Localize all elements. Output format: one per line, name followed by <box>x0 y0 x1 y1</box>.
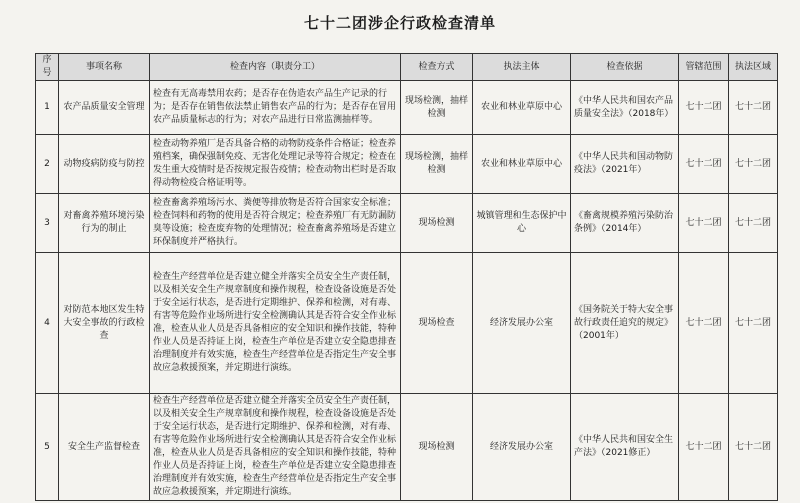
cell-scope: 七十二团 <box>679 253 729 394</box>
table-row <box>36 394 778 501</box>
table-row <box>36 81 778 135</box>
cell-area: 七十二团 <box>729 135 778 194</box>
cell-scope: 七十二团 <box>679 194 729 253</box>
cell-no: 3 <box>36 194 59 253</box>
cell-method: 现场检测 <box>401 394 473 501</box>
cell-method: 现场检查 <box>401 253 473 394</box>
cell-no: 2 <box>36 135 59 194</box>
cell-name: 安全生产监督检查 <box>59 394 150 501</box>
page-title: 七十二团涉企行政检查清单 <box>303 14 496 32</box>
cell-content: 检查生产经营单位是否建立健全并落实全员安全生产责任制，以及相关安全生产规章制度和操作规程，检查设备设施是否处于安全运行状态，是否进行定期维护、保养和检测，对有毒、有害等危险作业场所进行安全检测确认其是否符合安全作业标准，检查从业人员是否具备相应的安全知识和操作技能，特种作业人员是否持证上岗，检查生产单位是否建立安全隐患排查治理制度并有效实施，检查生产经营单位是否指定生产安全事故应急救援预案，并定期进行演练。 <box>150 253 401 394</box>
col-header-agency: 执法主体 <box>473 54 571 81</box>
cell-basis: 《中华人民共和国农产品质量安全法》（2018年） <box>571 81 679 135</box>
cell-method: 现场检测，抽样检测 <box>401 135 473 194</box>
cell-no: 1 <box>36 81 59 135</box>
cell-basis: 《畜禽规模养殖污染防治条例》（2014年） <box>571 194 679 253</box>
col-header-name: 事项名称 <box>59 54 150 81</box>
cell-content: 检查动物养殖厂是否具备合格的动物防疫条件合格证；检查养殖档案，确保强制免疫、无害化处理记录等符合规定；检查在发生重大疫情时是否按规定报告疫情；检查动物出栏时是否取得动物检疫合格证明等。 <box>150 135 401 194</box>
cell-agency: 农业和林业草原中心 <box>473 81 571 135</box>
cell-basis: 《中华人民共和国安全生产法》（2021修正） <box>571 394 679 501</box>
cell-agency: 经济发展办公室 <box>473 394 571 501</box>
col-header-no: 序号 <box>36 54 59 81</box>
cell-scope: 七十二团 <box>679 81 729 135</box>
cell-no: 4 <box>36 253 59 394</box>
cell-area: 七十二团 <box>729 253 778 394</box>
cell-area: 七十二团 <box>729 81 778 135</box>
cell-content: 检查生产经营单位是否建立健全并落实全员安全生产责任制，以及相关安全生产规章制度和操作规程，检查设备设施是否处于安全运行状态，是否进行定期维护、保养和检测，对有毒、有害等危险作业场所进行安全检测确认其是否符合安全作业标准，检查从业人员是否具备相应的安全知识和操作技能，特种作业人员是否持证上岗，检查生产单位是否建立安全隐患排查治理制度并有效实施，检查生产经营单位是否指定生产安全事故应急救援预案，并定期进行演练。 <box>150 394 401 501</box>
cell-name: 对防范本地区发生特大安全事故的行政检查 <box>59 253 150 394</box>
cell-name: 对畜禽养殖环境污染行为的制止 <box>59 194 150 253</box>
inspection-table <box>35 53 778 501</box>
cell-basis: 《国务院关于特大安全事故行政责任追究的规定》（2001年） <box>571 253 679 394</box>
cell-content: 检查有无高毒禁用农药；是否存在伪造农产品生产记录的行为；是否存在销售依法禁止销售农产品的行为；是否存在冒用农产品质量标志的行为；对农产品进行日常监测抽样等。 <box>150 81 401 135</box>
table-row <box>36 253 778 394</box>
cell-agency: 农业和林业草原中心 <box>473 135 571 194</box>
cell-name: 农产品质量安全管理 <box>59 81 150 135</box>
table-row <box>36 135 778 194</box>
col-header-content: 检查内容（职责分工） <box>150 54 401 81</box>
cell-method: 现场检测，抽样检测 <box>401 81 473 135</box>
cell-agency: 城镇管理和生态保护中心 <box>473 194 571 253</box>
col-header-area: 执法区域 <box>729 54 778 81</box>
cell-scope: 七十二团 <box>679 394 729 501</box>
cell-scope: 七十二团 <box>679 135 729 194</box>
cell-method: 现场检测 <box>401 194 473 253</box>
col-header-basis: 检查依据 <box>571 54 679 81</box>
header-row <box>36 54 778 81</box>
cell-content: 检查畜禽养殖场污水、粪便等排放物是否符合国家安全标准；检查饲料和药物的使用是否符合规定；检查养殖厂有无防漏防臭等设施；检查废弃物的处理情况；检查畜禽养殖场是否建立环保制度并严格执行。 <box>150 194 401 253</box>
col-header-scope: 管辖范围 <box>679 54 729 81</box>
cell-basis: 《中华人民共和国动物防疫法》（2021年） <box>571 135 679 194</box>
cell-area: 七十二团 <box>729 194 778 253</box>
cell-agency: 经济发展办公室 <box>473 253 571 394</box>
table-row <box>36 194 778 253</box>
cell-no: 5 <box>36 394 59 501</box>
cell-name: 动物疫病防疫与防控 <box>59 135 150 194</box>
cell-area: 七十二团 <box>729 394 778 501</box>
col-header-method: 检查方式 <box>401 54 473 81</box>
